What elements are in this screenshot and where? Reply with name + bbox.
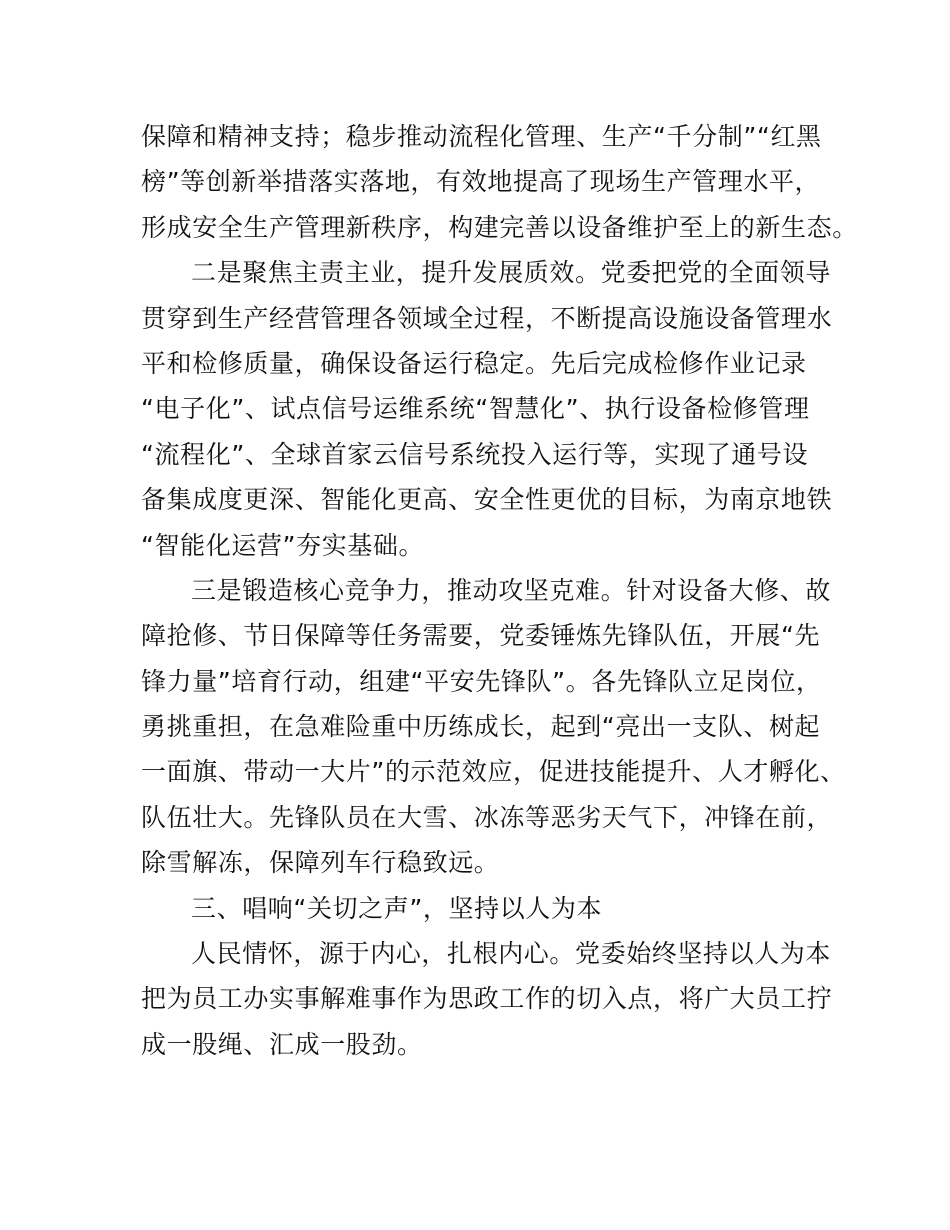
text-line: 保障和精神支持；稳步推动流程化管理、生产“千分制”“红黑 <box>141 122 822 151</box>
text-line: “智能化运营”夯实基础。 <box>141 530 425 560</box>
section-heading-text: 三、唱响“关切之声”，坚持以人为本 <box>191 893 603 923</box>
text-line: 除雪解冻，保障列车行稳致远。 <box>141 848 500 878</box>
paragraph-section-body <box>141 931 833 1067</box>
text-line: 一面旗、带动一大片”的示范效应，促进技能提升、人才孵化、 <box>141 757 846 787</box>
text-line: “流程化”、全球首家云信号系统投入运行等，实现了通号设 <box>141 439 809 469</box>
text-line: 形成安全生产管理新秩序，构建完善以设备维护至上的新生态。 <box>141 212 858 242</box>
paragraph-point-three <box>141 568 846 886</box>
body-text <box>141 114 858 1067</box>
section-heading <box>141 886 817 931</box>
paragraph-continuation <box>141 114 858 250</box>
text-line: 成一股绳、汇成一股劲。 <box>141 1029 423 1059</box>
text-line: 勇挑重担，在急难险重中历练成长，起到“亮出一支队、树起 <box>141 712 821 742</box>
text-line: 锋力量”培育行动，组建“平安先锋队”。各先锋队立足岗位， <box>141 666 822 696</box>
text-line: 把为员工办实事解难事作为思政工作的切入点，将广大员工拧 <box>141 984 833 1014</box>
text-line: “电子化”、试点信号运维系统“智慧化”、执行设备检修管理 <box>141 394 810 424</box>
text-line: 榜”等创新举措落实落地，有效地提高了现场生产管理水平， <box>141 167 821 197</box>
text-line: 备集成度更深、智能化更高、安全性更优的目标，为南京地铁 <box>141 485 833 515</box>
text-line: 人民情怀，源于内心，扎根内心。党委始终坚持以人为本 <box>191 939 832 969</box>
text-line: 队伍壮大。先锋队员在大雪、冰冻等恶劣天气下，冲锋在前， <box>141 802 833 832</box>
text-line: 平和检修质量，确保设备运行稳定。先后完成检修作业记录 <box>141 348 807 378</box>
text-line: 三是锻造核心竞争力，推动攻坚克难。针对设备大修、故 <box>191 575 832 605</box>
paragraph-point-two <box>141 250 833 568</box>
text-line: 二是聚焦主责主业，提升发展质效。党委把党的全面领导 <box>191 258 832 288</box>
text-line: 障抢修、节日保障等任务需要，党委锤炼先锋队伍，开展“先 <box>141 621 821 651</box>
text-line: 贯穿到生产经营管理各领域全过程，不断提高设施设备管理水 <box>141 303 833 333</box>
